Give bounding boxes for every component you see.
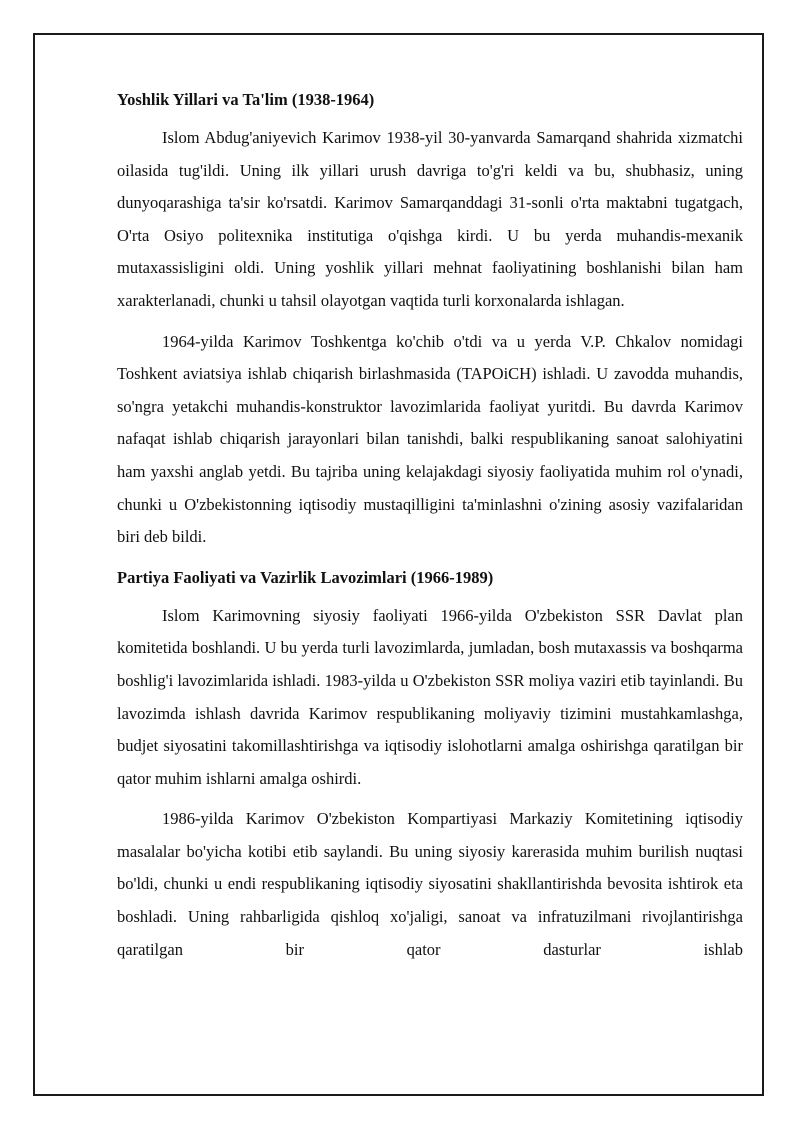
section-party-ministry	[117, 566, 743, 967]
paragraph: 1964-yilda Karimov Toshkentga ko'chib o'tdi va u yerda V.P. Chkalov nomidagi Toshkent aviatsiya ishlab chiqarish birlashmasida (TAPOiCH) ishladi. U zavodda muhandis, so'ngra yetakchi muhandis-konstruktor lavozimlarida faoliyat yuritdi. Bu davrda Karimov nafaqat ishlab chiqarish jarayonlari bilan tanishdi, balki respublikaning sanoat salohiyatini ham yaxshi anglab yetdi. Bu tajriba uning kelajakdagi siyosiy faoliyatida muhim rol o'ynadi, chunki u O'zbekistonning iqtisodiy mustaqilligini ta'minlashni o'zining asosiy vazifalaridan biri deb bildi.	[117, 331, 743, 547]
document-body	[117, 88, 743, 974]
paragraph: 1986-yilda Karimov O'zbekiston Kompartiyasi Markaziy Komitetining iqtisodiy masalalar bo'yicha kotibi etib saylandi. Bu uning siyosiy karerasida muhim burilish nuqtasi bo'ldi, chunki u endi respublikaning iqtisodiy siyosatini shakllantirishda bevosita ishtirok eta boshladi. Uning rahbarligida qishloq xo'jaligi, sanoat va infratuzilmani rivojlantirishga qaratilgan bir qator dasturlar ishlab	[117, 809, 743, 959]
section-heading: Yoshlik Yillari va Ta'lim (1938-1964)	[117, 90, 375, 109]
paragraph: Islom Karimovning siyosiy faoliyati 1966-yilda O'zbekiston SSR Davlat plan komitetida boshlandi. U bu yerda turli lavozimlarda, jumladan, bosh mutaxassis va boshqarma boshlig'i lavozimlarida ishladi. 1983-yilda u O'zbekiston SSR moliya vaziri etib tayinlandi. Bu lavozimda ishlash davrida Karimov respublikaning moliyaviy tizimini mustahkamlashga, budjet siyosatini takomillashtirishga va iqtisodiy islohotlarni amalga oshirishga qaratilgan bir qator muhim ishlarni amalga oshirdi.	[117, 605, 743, 788]
paragraph: Islom Abdug'aniyevich Karimov 1938-yil 30-yanvarda Samarqand shahrida xizmatchi oilasida tug'ildi. Uning ilk yillari urush davriga to'g'ri keldi va bu, shubhasiz, uning dunyoqarashiga ta'sir ko'rsatdi. Karimov Samarqanddagi 31-sonli o'rta maktabni tugatgach, O'rta Osiyo politexnika institutiga o'qishga kirdi. U bu yerda muhandis-mexanik mutaxassisligini oldi. Uning yoshlik yillari mehnat faoliyatining boshlanishi bilan ham xarakterlanadi, chunki u tahsil olayotgan vaqtida turli korxonalarda ishlagan.	[117, 128, 743, 310]
section-youth-education	[117, 88, 743, 554]
section-heading: Partiya Faoliyati va Vazirlik Lavozimlari (1966-1989)	[117, 567, 494, 587]
